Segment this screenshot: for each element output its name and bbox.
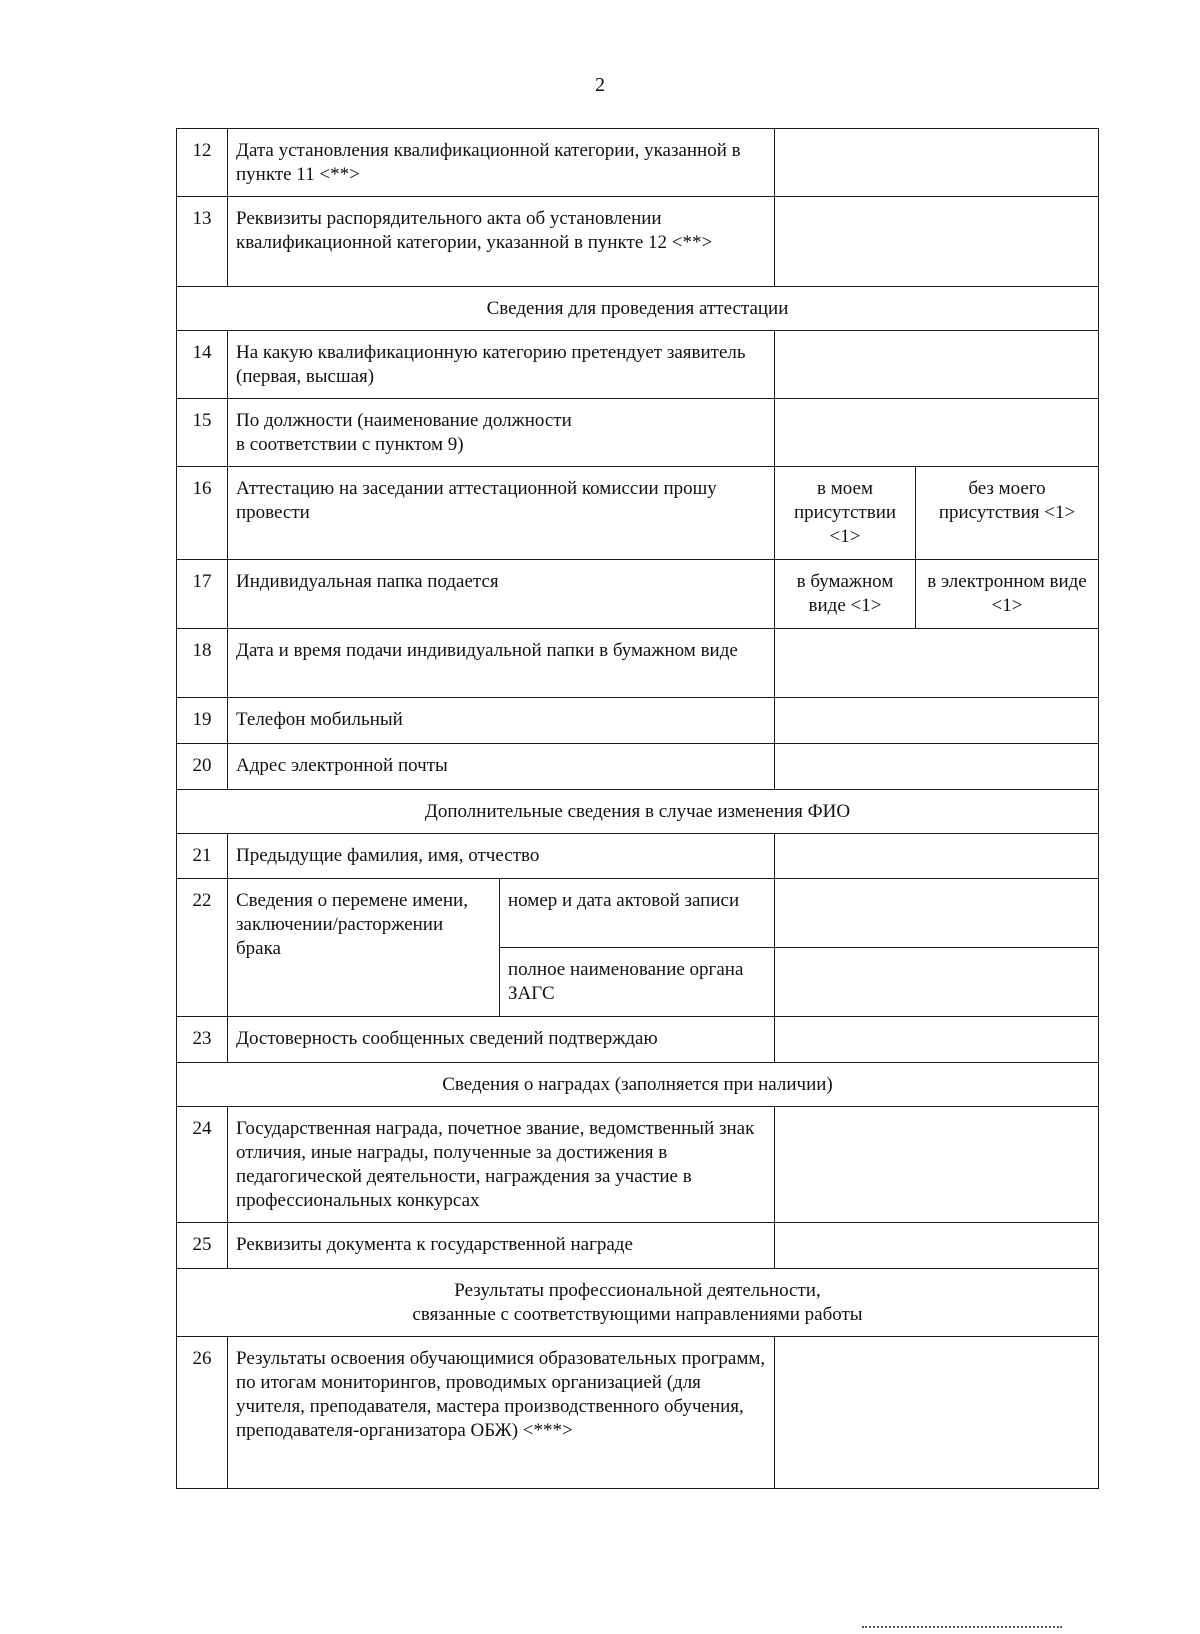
- row-label: Дата установления квалификационной категории, указанной в пункте 11 <**>: [228, 129, 775, 197]
- row-16: [177, 467, 1099, 560]
- row-20: [177, 744, 1099, 790]
- row-24: [177, 1107, 1099, 1223]
- answer-cell[interactable]: [775, 1017, 1099, 1063]
- row-label: Реквизиты распорядительного акта об установлении квалификационной категории, указанной в пункте 12 <**>: [228, 197, 775, 287]
- row-22a: [177, 879, 1099, 948]
- section-heading: Сведения для проведения аттестации: [177, 287, 1099, 331]
- answer-cell[interactable]: [775, 744, 1099, 790]
- answer-cell[interactable]: [775, 1223, 1099, 1269]
- row-label: Предыдущие фамилия, имя, отчество: [228, 834, 775, 879]
- row-number: 25: [177, 1223, 228, 1269]
- row-21: [177, 834, 1099, 879]
- answer-cell[interactable]: [775, 834, 1099, 879]
- answer-cell[interactable]: [775, 1107, 1099, 1223]
- row-number: 14: [177, 331, 228, 399]
- row-label: Сведения о перемене имени, заключении/расторжении брака: [228, 879, 500, 1017]
- row-number: 16: [177, 467, 228, 560]
- row-label-line: По должности (наименование должности: [236, 410, 572, 431]
- answer-cell[interactable]: [775, 129, 1099, 197]
- application-form-table: [176, 128, 1099, 1489]
- sub-label: полное наименование органа ЗАГС: [500, 948, 775, 1017]
- section-heading: Сведения о наградах (заполняется при наличии): [177, 1063, 1099, 1107]
- row-19: [177, 698, 1099, 744]
- row-label: Реквизиты документа к государственной награде: [228, 1223, 775, 1269]
- row-number: 20: [177, 744, 228, 790]
- section-heading-line: связанные с соответствующими направлениями работы: [412, 1304, 863, 1325]
- option-in-presence[interactable]: в моем присутствии <1>: [775, 467, 916, 560]
- row-label: Телефон мобильный: [228, 698, 775, 744]
- row-17: [177, 560, 1099, 629]
- row-25: [177, 1223, 1099, 1269]
- row-18: [177, 629, 1099, 698]
- section-results: [177, 1269, 1099, 1337]
- answer-cell[interactable]: [775, 331, 1099, 399]
- section-name-change: [177, 790, 1099, 834]
- sub-label: номер и дата актовой записи: [500, 879, 775, 948]
- row-15: [177, 399, 1099, 467]
- page-number: 2: [595, 74, 605, 96]
- row-label: Индивидуальная папка подается: [228, 560, 775, 629]
- row-14: [177, 331, 1099, 399]
- answer-cell[interactable]: [775, 948, 1099, 1017]
- row-label: Аттестацию на заседании аттестационной комиссии прошу провести: [228, 467, 775, 560]
- row-number: 26: [177, 1337, 228, 1489]
- row-label: Дата и время подачи индивидуальной папки в бумажном виде: [228, 629, 775, 698]
- section-heading: Дополнительные сведения в случае изменения ФИО: [177, 790, 1099, 834]
- row-number: 18: [177, 629, 228, 698]
- row-label: [228, 399, 775, 467]
- answer-cell[interactable]: [775, 629, 1099, 698]
- row-23: [177, 1017, 1099, 1063]
- section-attestation: [177, 287, 1099, 331]
- row-number: 19: [177, 698, 228, 744]
- row-13: [177, 197, 1099, 287]
- section-heading: [177, 1269, 1099, 1337]
- row-number: 13: [177, 197, 228, 287]
- row-number: 17: [177, 560, 228, 629]
- answer-cell[interactable]: [775, 698, 1099, 744]
- row-label: Адрес электронной почты: [228, 744, 775, 790]
- row-number: 15: [177, 399, 228, 467]
- row-label: На какую квалификационную категорию претендует заявитель (первая, высшая): [228, 331, 775, 399]
- row-label: Достоверность сообщенных сведений подтверждаю: [228, 1017, 775, 1063]
- row-number: 24: [177, 1107, 228, 1223]
- scan-artifact: [862, 1626, 1062, 1630]
- row-label-line: в соответствии с пунктом 9): [236, 434, 464, 455]
- row-number: 12: [177, 129, 228, 197]
- row-number: 22: [177, 879, 228, 1017]
- row-26: [177, 1337, 1099, 1489]
- row-number: 21: [177, 834, 228, 879]
- row-12: [177, 129, 1099, 197]
- option-without-presence[interactable]: без моего присутствия <1>: [916, 467, 1099, 560]
- section-awards: [177, 1063, 1099, 1107]
- row-number: 23: [177, 1017, 228, 1063]
- answer-cell[interactable]: [775, 879, 1099, 948]
- option-electronic[interactable]: в электронном виде <1>: [916, 560, 1099, 629]
- answer-cell[interactable]: [775, 1337, 1099, 1489]
- row-label: Результаты освоения обучающимися образовательных программ, по итогам мониторингов, проводимых организацией (для учителя, преподавателя, мастера производственного обучения, преподавателя-организатора ОБЖ) <***>: [228, 1337, 775, 1489]
- answer-cell[interactable]: [775, 197, 1099, 287]
- row-label: Государственная награда, почетное звание, ведомственный знак отличия, иные награды, полученные за достижения в педагогической деятельности, награждения за участие в профессиональных конкурсах: [228, 1107, 775, 1223]
- answer-cell[interactable]: [775, 399, 1099, 467]
- option-paper[interactable]: в бумажном виде <1>: [775, 560, 916, 629]
- section-heading-line: Результаты профессиональной деятельности,: [454, 1280, 821, 1301]
